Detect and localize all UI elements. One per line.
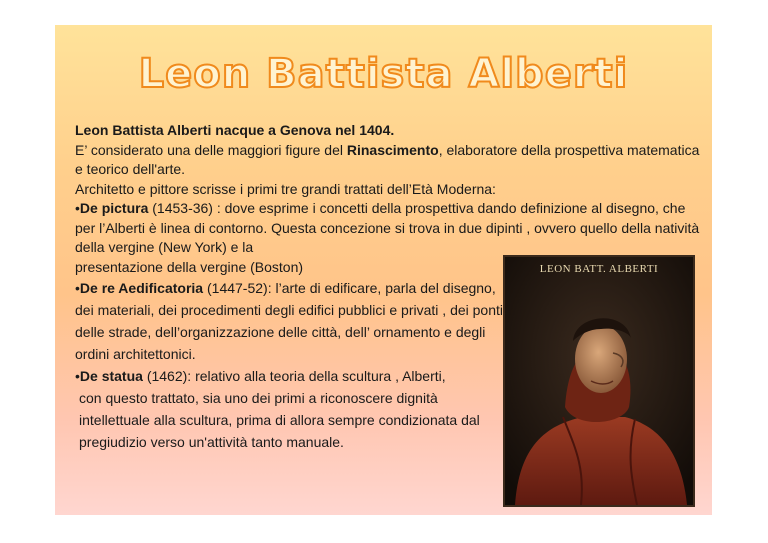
intro-text-end: , elaboratore della prospettiva matematica e teorico dell'arte. (75, 141, 700, 177)
treatise-name: De re Aedificatoria (79, 280, 204, 296)
intro-line-birth: Leon Battista Alberti nacque a Genova nel 1404. (75, 122, 395, 138)
treatise-description: (1453-36) : dove esprime i concetti della prospettiva dando definizione al disegno, che per l’Alberti è linea di contorno. Questa concezione si trova in due dipinti , ovvero quello della natività della vergine (New York) e la (75, 200, 700, 255)
treatise-de-statua (75, 365, 507, 387)
treatise-de-pictura (75, 199, 700, 258)
treatise-description: (1462): relativo alla teoria della scultura , Alberti, (142, 368, 446, 384)
treatise-description: (1447-52): l’arte di edificare, parla del disegno, dei materiali, dei procedimenti degli edifici pubblici e privati , dei ponti delle strade, dell’organizzazione delle città, dell’ ornamento e degli ordini architettonici. (75, 280, 504, 362)
intro-line-treatises: Architetto e pittore scrisse i primi tre grandi trattati dell’Età Moderna: (75, 180, 496, 197)
treatise-name: De statua (79, 368, 143, 384)
portrait-caption: LEON BATT. ALBERTI (539, 263, 659, 275)
slide-title: Leon Battista Alberti (138, 51, 629, 97)
intro-keyword: Rinascimento (346, 141, 439, 158)
treatise-de-statua-cont: con questo trattato, sia uno dei primi a riconoscere dignità intellettuale alla scultura, prima di allora sempre condizionata dal pregiudizio verso un'attività tanto manuale. (79, 390, 480, 450)
treatise-name: De pictura (79, 200, 149, 216)
portrait-painting (505, 257, 693, 505)
portrait-image (503, 255, 695, 507)
bullet: • (75, 200, 80, 216)
intro-line-renaissance (75, 141, 700, 180)
treatise-de-re-aedificatoria (75, 277, 507, 365)
slide (55, 25, 712, 515)
bullet: • (75, 280, 80, 296)
intro-text: E’ considerato una delle maggiori figure del (75, 141, 347, 158)
treatise-de-pictura-cont: presentazione della vergine (Boston) (75, 258, 304, 275)
bullet: • (75, 368, 80, 384)
